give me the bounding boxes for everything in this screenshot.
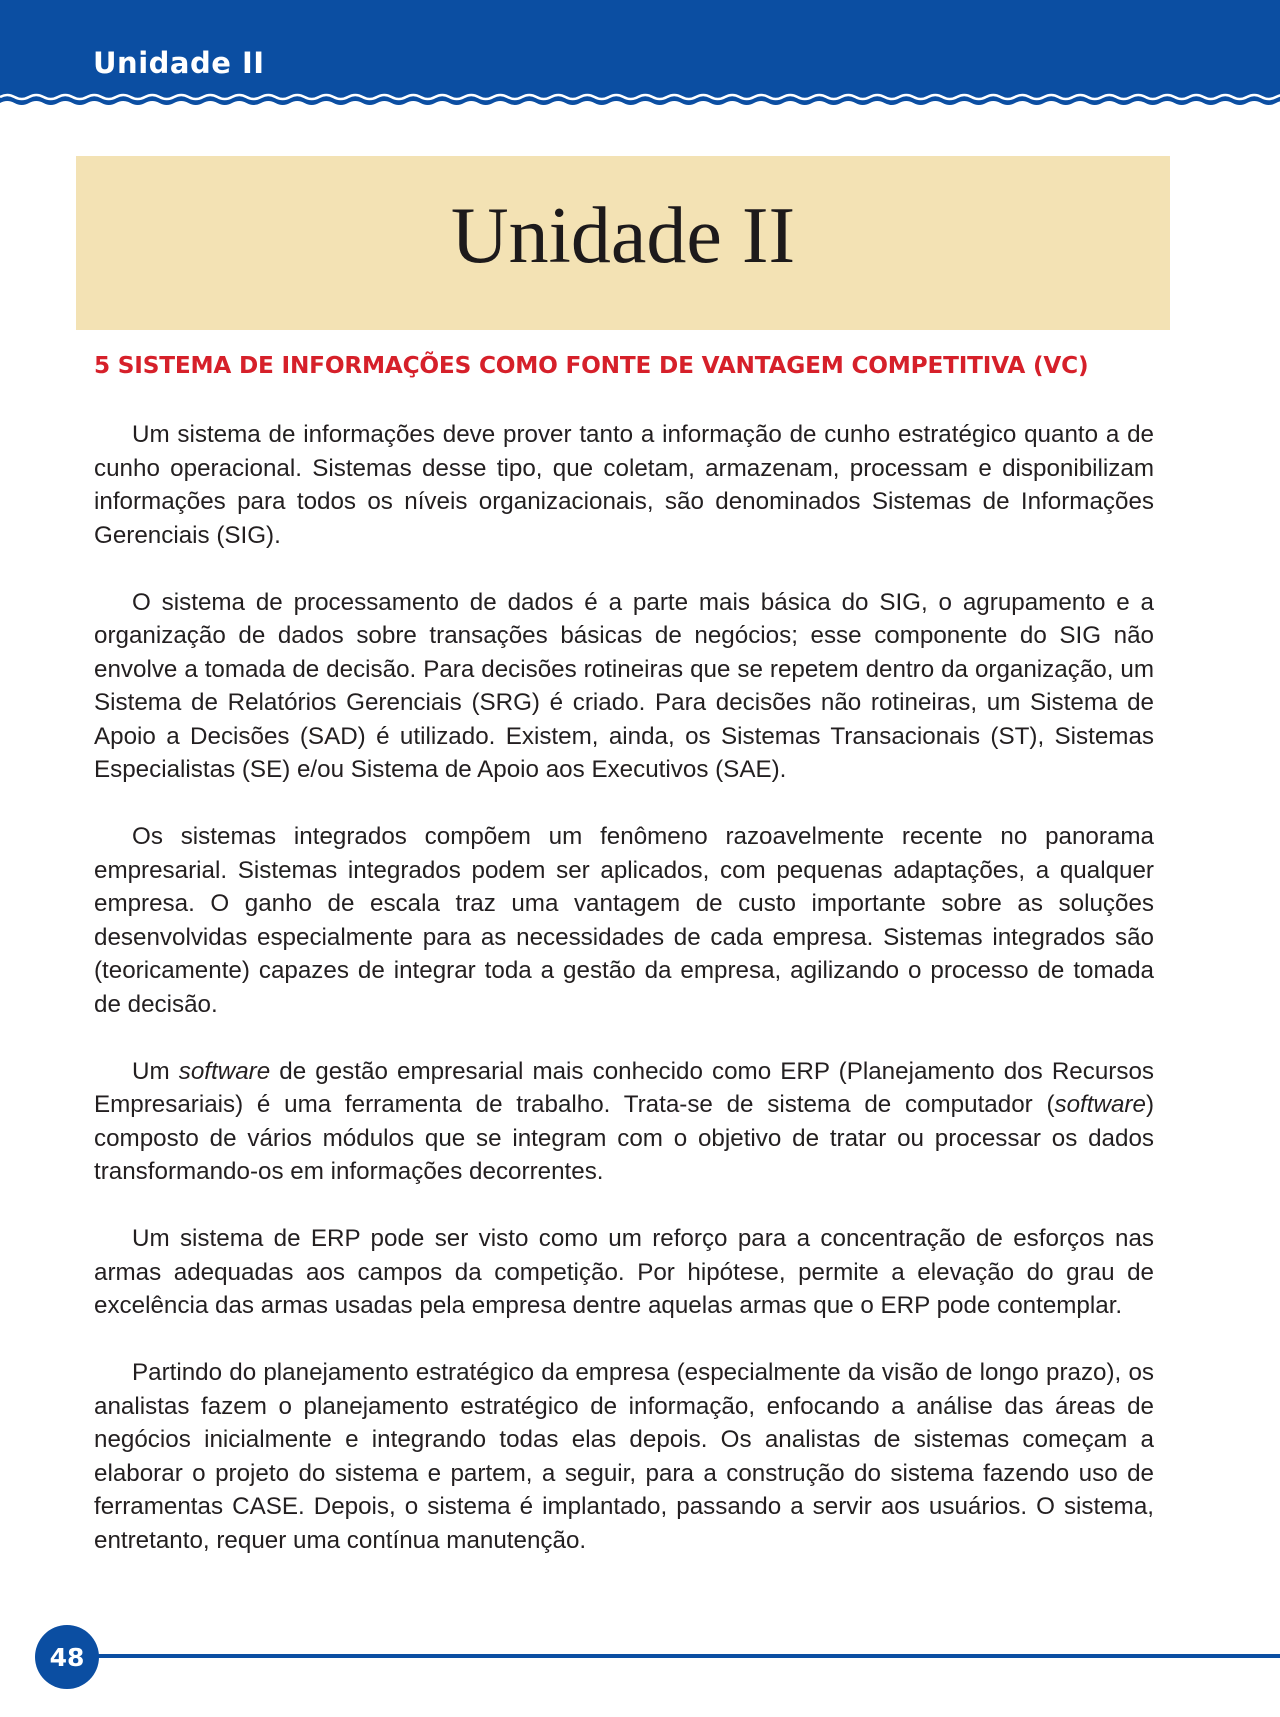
body-paragraph [94, 1055, 1154, 1189]
header-unit-label: Unidade II [93, 46, 265, 80]
footer-rule [72, 1654, 1280, 1658]
page-number: 48 [49, 1642, 85, 1672]
body-paragraph [94, 1356, 1154, 1557]
italic-term: software [178, 1057, 271, 1085]
body-paragraph [94, 1222, 1154, 1323]
unit-title-box [76, 156, 1170, 330]
header-band [0, 0, 1280, 115]
unit-title: Unidade II [450, 192, 796, 280]
italic-term: software [1054, 1091, 1146, 1118]
paragraph-text: O sistema de processamento de dados é a parte mais básica do SIG, o agrupamento e a organização de dados sobre transações básicas de negócios; esse componente do SIG não envolve a tomada de decisão. Para decisões rotineiras que se repetem dentro da organização, um Sistema de Relatórios Gerenciais (SRG) é criado. Para decisões não rotineiras, um Sistema de Apoio a Decisões (SAD) é utilizado. Existem, ainda, os Sistemas Transacionais (ST), Sistemas Especialistas (SE) e/ou Sistema de Apoio aos Executivos (SAE). [94, 588, 1154, 783]
body-paragraph [94, 586, 1154, 787]
wave-divider [0, 84, 1280, 120]
body-paragraph [94, 418, 1154, 552]
paragraph-text: de gestão empresarial mais conhecido como ERP (Planejamento dos Recursos Empresariais) é uma ferramenta de trabalho. Trata-se de sistema de computador ( [94, 1057, 1154, 1118]
body-text [94, 418, 1154, 1557]
paragraph-text: Um [132, 1057, 179, 1085]
paragraph-text: Um sistema de ERP pode ser visto como um reforço para a concentração de esforços nas armas adequadas aos campos da competição. Por hipótese, permite a elevação do grau de excelência das armas usadas pela empresa dentre aquelas armas que o ERP pode contemplar. [94, 1225, 1154, 1319]
body-paragraph [94, 820, 1154, 1021]
section-heading: 5 SISTEMA DE INFORMAÇÕES COMO FONTE DE VANTAGEM COMPETITIVA (VC) [94, 352, 1089, 379]
paragraph-text: Partindo do planejamento estratégico da empresa (especialmente da visão de longo prazo), os analistas fazem o planejamento estratégico de informação, enfocando a análise das áreas de negócios inicialmente e integrando todas elas depois. Os analistas de sistemas começam a elaborar o projeto do sistema e partem, a seguir, para a construção do sistema fazendo uso de ferramentas CASE. Depois, o sistema é implantado, passando a servir aos usuários. O sistema, entretanto, requer uma contínua manutenção. [94, 1359, 1154, 1554]
page-number-badge [35, 1625, 99, 1689]
paragraph-text: Um sistema de informações deve prover tanto a informação de cunho estratégico quanto a de cunho operacional. Sistemas desse tipo, que coletam, armazenam, processam e disponibilizam informações para todos os níveis organizacionais, são denominados Sistemas de Informações Gerenciais (SIG). [94, 421, 1154, 549]
paragraph-text: ) composto de vários módulos que se integram com o objetivo de tratar ou processar os dados transformando-os em informações decorrentes. [94, 1091, 1154, 1185]
paragraph-text: Os sistemas integrados compõem um fenômeno razoavelmente recente no panorama empresarial. Sistemas integrados podem ser aplicados, com pequenas adaptações, a qualquer empresa. O ganho de escala traz uma vantagem de custo importante sobre as soluções desenvolvidas especialmente para as necessidades de cada empresa. Sistemas integrados são (teoricamente) capazes de integrar toda a gestão da empresa, agilizando o processo de tomada de decisão. [94, 823, 1154, 1018]
